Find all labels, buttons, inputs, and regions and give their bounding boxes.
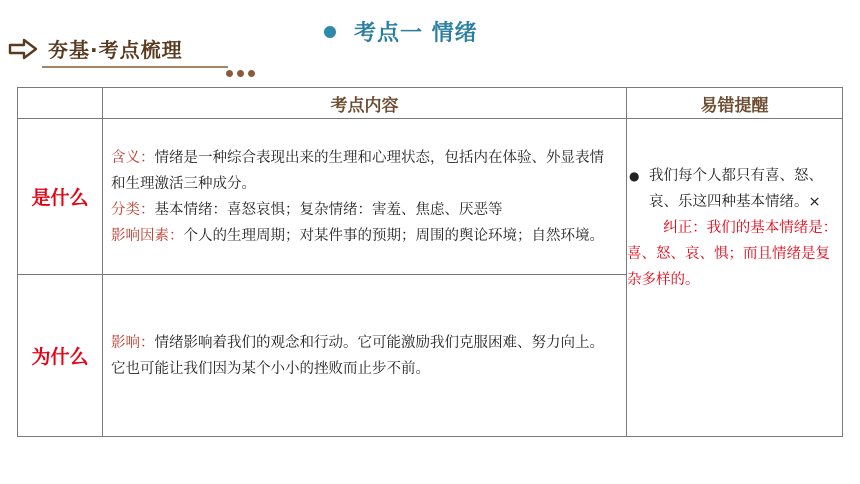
row-label-why: 为什么 [18,275,103,437]
section-underline [42,66,228,68]
term-label: 影响因素： [111,227,184,244]
column-header-tips: 易错提醒 [627,88,843,119]
arrow-right-icon [8,38,38,60]
term-text: 基本情绪：喜怒哀惧；复杂情绪：害羞、焦虑、厌恶等 [154,201,503,218]
section-header [8,32,268,66]
tip-correction: 纠正：我们的基本情绪是：喜、怒、哀、惧；而且情绪是复杂多样的。 [627,220,838,288]
term-label: 含义： [111,149,155,166]
decorative-dots [226,62,259,81]
table-row [18,119,843,275]
list-item [111,197,618,223]
bullet-icon: ● [629,169,640,183]
tip-statement [627,163,842,215]
section-label: 夯基·考点梳理 [48,38,183,62]
row-content-why [103,275,627,437]
page-title: 考点一 情绪 [354,21,478,46]
title-bullet-icon [324,26,336,38]
tip-cell [627,119,843,437]
term-text: 情绪影响着我们的观念和行动。它可能激励我们克服困难、努力向上。它也可能让我们因为某个小小的挫败而止步不前。 [111,334,604,377]
term-label: 分类： [111,201,155,218]
list-item [111,223,618,249]
tip-statement-text: 我们每个人都只有喜、怒、哀、乐这四种基本情绪。× [649,168,823,210]
term-text: 情绪是一种综合表现出来的生理和心理状态，包括内在体验、外显表情和生理激活三种成分。 [111,149,604,192]
row-label-what: 是什么 [18,119,103,275]
list-item [111,145,618,197]
column-header-blank [18,88,103,119]
term-text: 个人的生理周期；对某件事的预期；周围的舆论环境；自然环境。 [183,227,604,244]
term-label: 影响： [111,334,155,351]
table-header-row [18,88,843,119]
list-item [111,330,618,382]
column-header-content: 考点内容 [103,88,627,119]
row-content-what [103,119,627,275]
knowledge-table [17,87,843,437]
